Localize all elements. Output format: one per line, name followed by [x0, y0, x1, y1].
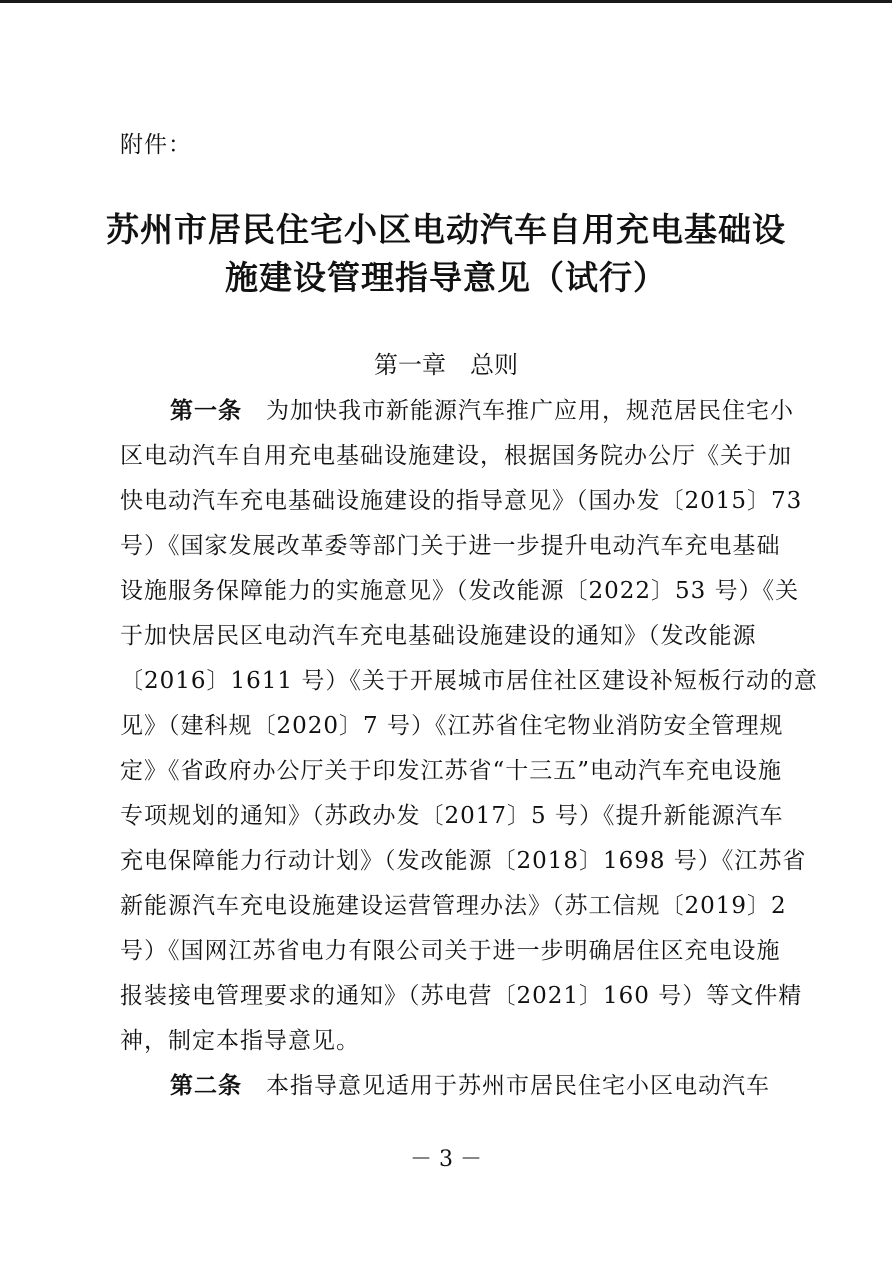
attachment-label: 附件：: [120, 132, 192, 158]
article-2-label: 第二条: [170, 1073, 242, 1099]
article-2: [120, 1064, 780, 1109]
article-2-line: [120, 1064, 780, 1109]
article-1-line: 设施服务保障能力的实施意见》（发改能源〔2022〕53 号）《关: [120, 578, 800, 604]
page-number: － 3 －: [410, 1147, 482, 1172]
article-2-line-text: 本指导意见适用于苏州市居民住宅小区电动汽车: [266, 1073, 770, 1099]
article-1-line: 于加快居民区电动汽车充电基础设施建设的通知》（发改能源: [120, 623, 757, 649]
article-1: [120, 389, 818, 1064]
article-1-line: 新能源汽车充电设施建设运营管理办法》（苏工信规〔2019〕2: [120, 893, 787, 919]
top-border-line: [0, 0, 892, 3]
article-1-line: 定》《省政府办公厅关于印发江苏省“十三五”电动汽车充电设施: [120, 758, 783, 784]
document-title-line-1: 苏州市居民住宅小区电动汽车自用充电基础设: [106, 210, 786, 249]
article-1-line: 充电保障能力行动计划》（发改能源〔2018〕1698 号）《江苏省: [120, 848, 807, 874]
article-1-line: 报装接电管理要求的通知》（苏电营〔2021〕160 号）等文件精: [120, 983, 803, 1009]
article-1-line: 专项规划的通知》（苏政办发〔2017〕5 号）《提升新能源汽车: [120, 803, 784, 829]
article-1-line: 号）《国家发展改革委等部门关于进一步提升电动汽车充电基础: [120, 533, 781, 559]
article-1-line: 〔2016〕1611 号）《关于开展城市居住社区建设补短板行动的意: [120, 668, 818, 694]
article-1-line: 区电动汽车自用充电基础设施建设，根据国务院办公厅《关于加: [120, 443, 792, 469]
article-1-line: [120, 389, 794, 434]
article-1-line: 神，制定本指导意见。: [120, 1028, 360, 1054]
chapter-heading: 第一章 总则: [374, 351, 518, 379]
document-title-line-2: 施建设管理指导意见（试行）: [225, 258, 667, 297]
article-1-line-text: 为加快我市新能源汽车推广应用，规范居民住宅小: [266, 398, 794, 424]
article-1-line: 快电动汽车充电基础设施建设的指导意见》（国办发〔2015〕73: [120, 488, 803, 514]
article-1-line: 号）《国网江苏省电力有限公司关于进一步明确居住区充电设施: [120, 938, 781, 964]
article-1-label: 第一条: [170, 398, 242, 424]
article-1-line: 见》（建科规〔2020〕7 号）《江苏省住宅物业消防安全管理规: [120, 713, 784, 739]
document-title: [96, 206, 796, 302]
document-body: [120, 389, 818, 1109]
